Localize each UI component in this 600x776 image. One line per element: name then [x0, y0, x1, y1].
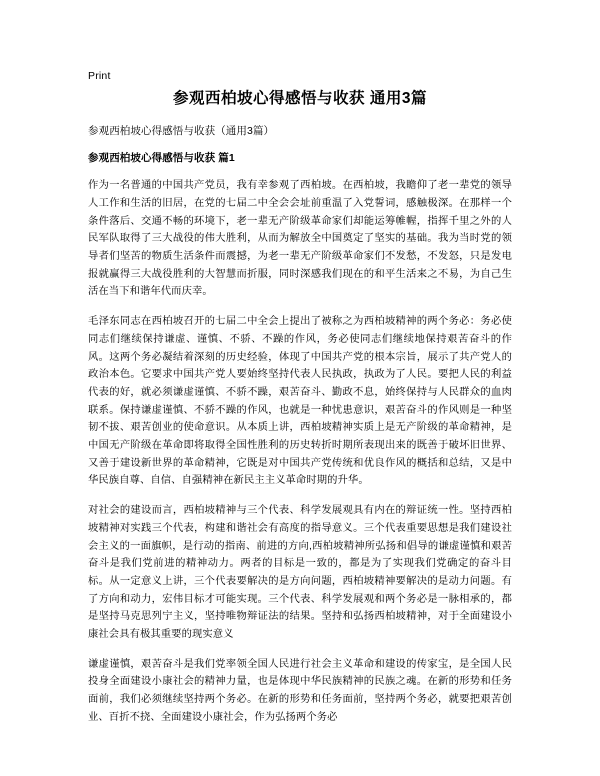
- paragraph: 作为一名普通的中国共产党员，我有幸参观了西柏坡。在西柏坡，我瞻仰了老一辈党的领导人工作和生活的旧居，在党的七届二中全会会址前重温了入党誓词，感触极深。在那样一个条件落后、交通不畅的环境下，老一辈无产阶级革命家们却能运筹帷幄，指挥千里之外的人民军队取得了三大战役的伟大胜利，从而为解放全中国奠定了坚实的基础。我为当时党的领导者们坚苦的物质生活条件而震撼，为老一辈无产阶级革命家们不发愁，不发怒，只是发电报就赢得三大战役胜利的大智慧而折服，同时深感我们现在的和平生活来之不易，为自己生活在当下和谐年代而庆幸。: [88, 180, 512, 298]
- page-title: 参观西柏坡心得感悟与收获 通用3篇: [173, 90, 427, 107]
- section-heading: 参观西柏坡心得感悟与收获 篇1: [88, 152, 235, 165]
- paragraph: 对社会的建设而言，西柏坡精神与三个代表、科学发展观具有内在的辩证统一性。坚持西柏坡精神对实践三个代表，构建和谐社会有高度的指导意义。三个代表重要思想是我们建设社会主义的一面旗帜，是行动的指南、前进的方向,西柏坡精神所弘扬和倡导的谦虚谨慎和艰苦奋斗是我们党前进的精神动力。两者的目标是一致的，都是为了实现我们党确定的奋斗目标。从一定意义上讲，三个代表要解决的是方向问题，西柏坡精神要解决的是动力问题。有了方向和动力，宏伟目标才可能实现。三个代表、科学发展观和两个务必是一脉相承的，都是坚持马克思列宁主义，坚持唯物辩证法的结果。坚持和弘扬西柏坡精神，对于全面建设小康社会具有极其重要的现实意义: [88, 505, 512, 641]
- print-button[interactable]: Print: [88, 70, 111, 82]
- document-subtitle: 参观西柏坡心得感悟与收获（通用3篇）: [88, 124, 275, 137]
- document-content: [88, 88, 512, 727]
- paragraph: 谦虚谨慎，艰苦奋斗是我们党率领全国人民进行社会主义革命和建设的传家宝，是全国人民投身全面建设小康社会的精神力量，也是体现中华民族精神的民族之魂。在新的形势和任务面前，我们必须继续坚持两个务必。在新的形势和任务面前，坚持两个务必，就要把艰苦创业、百折不挠、全面建设小康社会，作为弘扬两个务必: [88, 658, 512, 723]
- paragraph: 毛泽东同志在西柏坡召开的七届二中全会上提出了被称之为西柏坡精神的两个务必：务必使同志们继续保持谦虚、谨慎、不骄、不躁的作风，务必使同志们继续地保持艰苦奋斗的作风。这两个务必凝结着深刻的历史经验，体现了中国共产党的根本宗旨，展示了共产党人的政治本色。它要求中国共产党人要始终坚持代表人民执政，执政为了人民。要把人民的利益代表的好，就必须谦虚谨慎、不骄不躁，艰苦奋斗、勤政不息，始终保持与人民群众的血肉联系。保持谦虚谨慎、不骄不躁的作风，也就是一种忧患意识，艰苦奋斗的作风则是一种坚韧不拔、艰苦创业的使命意识。从本质上讲，西柏坡精神实质上是无产阶级的革命精神，是中国无产阶级在革命即将取得全国性胜利的历史转折时期所表现出来的既善于破坏旧世界、又善于建设新世界的革命精神，它既是对中国共产党传统和优良作风的概括和总结，又是中华民族自尊、自信、自强精神在新民主主义革命时期的升华。: [88, 316, 512, 487]
